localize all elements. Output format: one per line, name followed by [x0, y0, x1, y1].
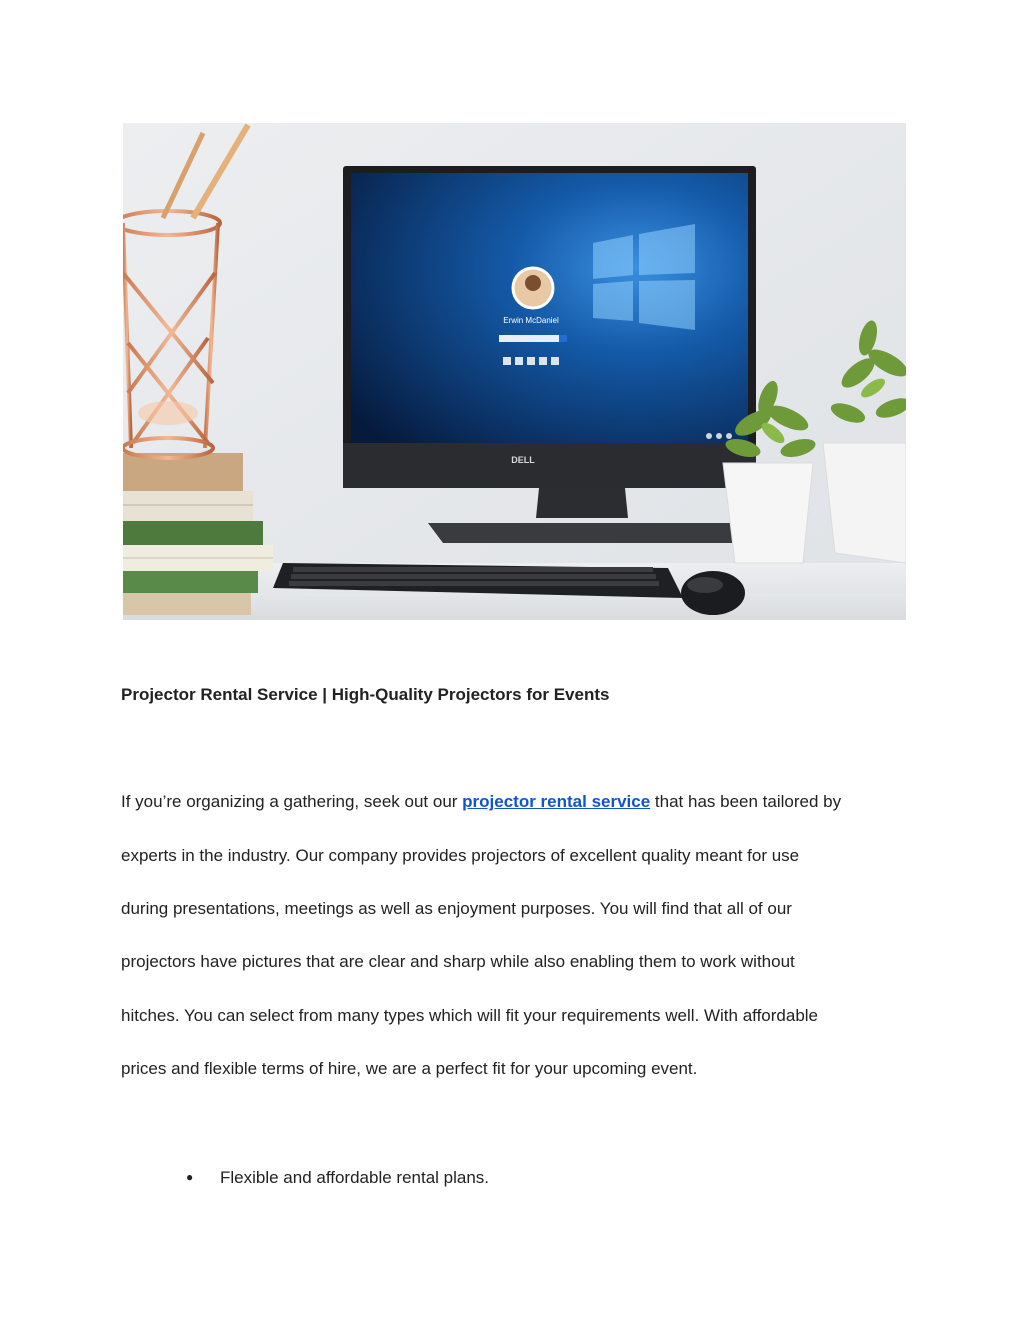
list-item	[186, 1164, 489, 1191]
bullet-icon: ●	[186, 1170, 194, 1184]
article-heading: Projector Rental Service | High-Quality Projectors for Events	[121, 685, 610, 704]
paragraph-line-1	[121, 789, 921, 815]
paragraph-line-6: prices and flexible terms of hire, we are a perfect fit for your upcoming event.	[121, 1059, 698, 1078]
paragraph-text: If you’re organizing a gathering, seek out our	[121, 792, 463, 811]
screen-username: Erwin McDaniel	[503, 316, 559, 325]
monitor	[343, 166, 756, 543]
dell-logo: DELL	[511, 455, 535, 465]
projector-rental-service-link[interactable]: projector rental service	[462, 792, 651, 811]
paragraph-line-5: hitches. You can select from many types which will fit your requirements well. With affordable	[121, 1006, 818, 1025]
list-item-text: Flexible and affordable rental plans.	[220, 1168, 490, 1187]
hero-image	[123, 123, 906, 620]
paragraph-text: that has been tailored by	[650, 792, 842, 811]
paragraph-line-4: projectors have pictures that are clear and sharp while also enabling them to work without	[121, 952, 795, 971]
paragraph-line-2: experts in the industry. Our company provides projectors of excellent quality meant for use	[121, 846, 800, 865]
mouse	[681, 571, 745, 615]
paragraph-line-3: during presentations, meetings as well as enjoyment purposes. You will find that all of our	[121, 899, 792, 918]
